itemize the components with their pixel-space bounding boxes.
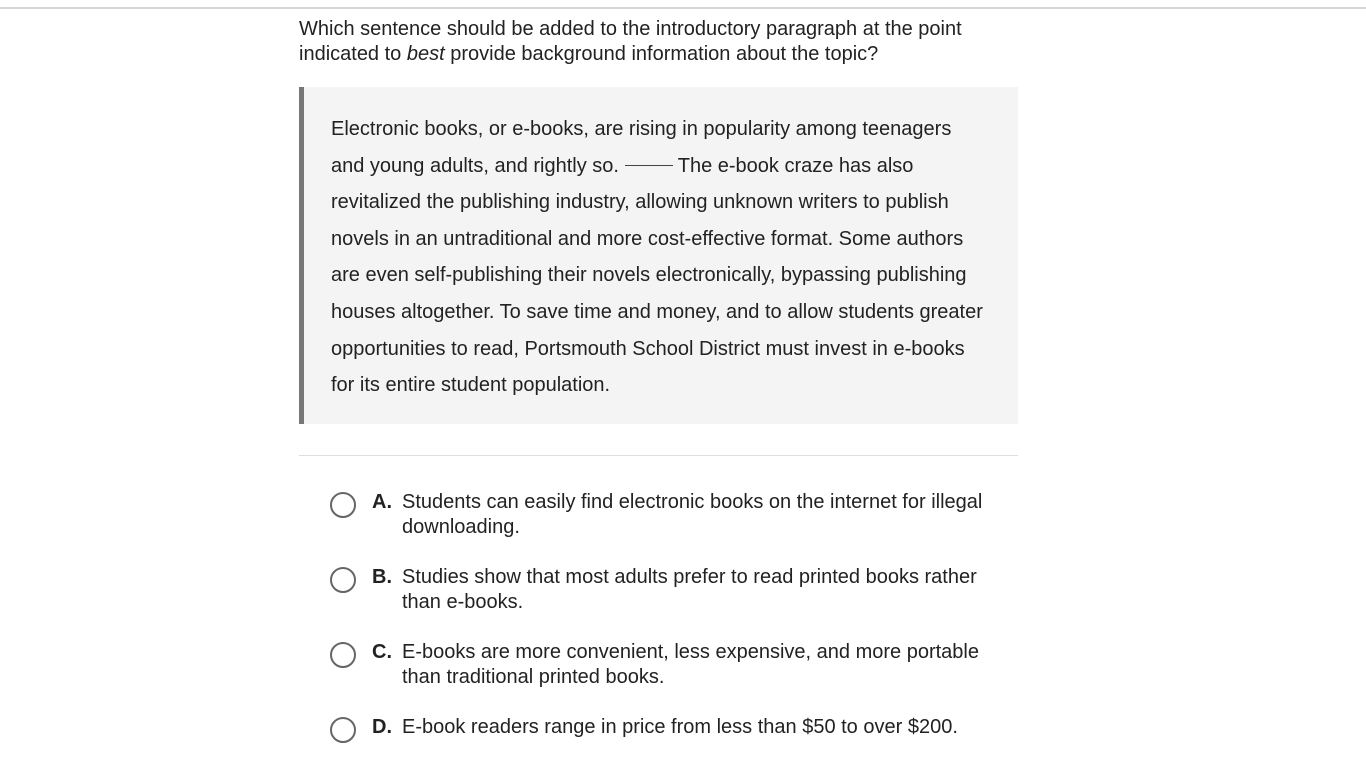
choice-b[interactable] (330, 565, 1018, 615)
answer-choices (299, 490, 1018, 743)
choice-letter-d: D. (372, 715, 392, 738)
passage-text-end: The e-book craze has also revitalized the publishing industry, allowing unknown writers to publish novels in an untraditional and more cost-effective format. Some authors are even self-publishing their novels electronically, bypassing publishing houses altogether. To save time and money, and to allow students greater opportunities to read, Portsmouth School District must invest in e-books for its entire student population. (331, 154, 983, 397)
choice-text-b: Studies show that most adults prefer to read printed books rather than e-books. (402, 565, 977, 613)
radio-button-b[interactable] (330, 567, 356, 593)
choice-text-d: E-book readers range in price from less than $50 to over $200. (402, 715, 958, 738)
choice-d[interactable] (330, 715, 1018, 743)
choice-letter-a: A. (372, 490, 392, 513)
passage-blank (625, 164, 673, 166)
choice-letter-b: B. (372, 565, 392, 588)
passage-excerpt (299, 87, 1018, 424)
radio-button-d[interactable] (330, 717, 356, 743)
question-prompt (299, 17, 1018, 67)
passage-text-start: Electronic books, or e-books, are rising in popularity among teenagers and young adults, and rightly so. (331, 118, 952, 177)
question-emphasis: best (406, 43, 445, 65)
question-text-start: Which sentence should be added to the introductory paragraph at the point indicated to (299, 18, 962, 65)
choice-text-a: Students can easily find electronic books on the internet for illegal downloading. (402, 490, 983, 538)
choice-a[interactable] (330, 490, 1018, 540)
choice-letter-c: C. (372, 640, 392, 663)
choice-c[interactable] (330, 640, 1018, 690)
top-divider (0, 7, 1366, 9)
choice-text-c: E-books are more convenient, less expensive, and more portable than traditional printed books. (402, 640, 979, 688)
question-text-end: provide background information about the topic? (444, 43, 879, 65)
radio-button-c[interactable] (330, 642, 356, 668)
radio-button-a[interactable] (330, 492, 356, 518)
section-divider (299, 455, 1018, 456)
question-container (299, 17, 1018, 768)
